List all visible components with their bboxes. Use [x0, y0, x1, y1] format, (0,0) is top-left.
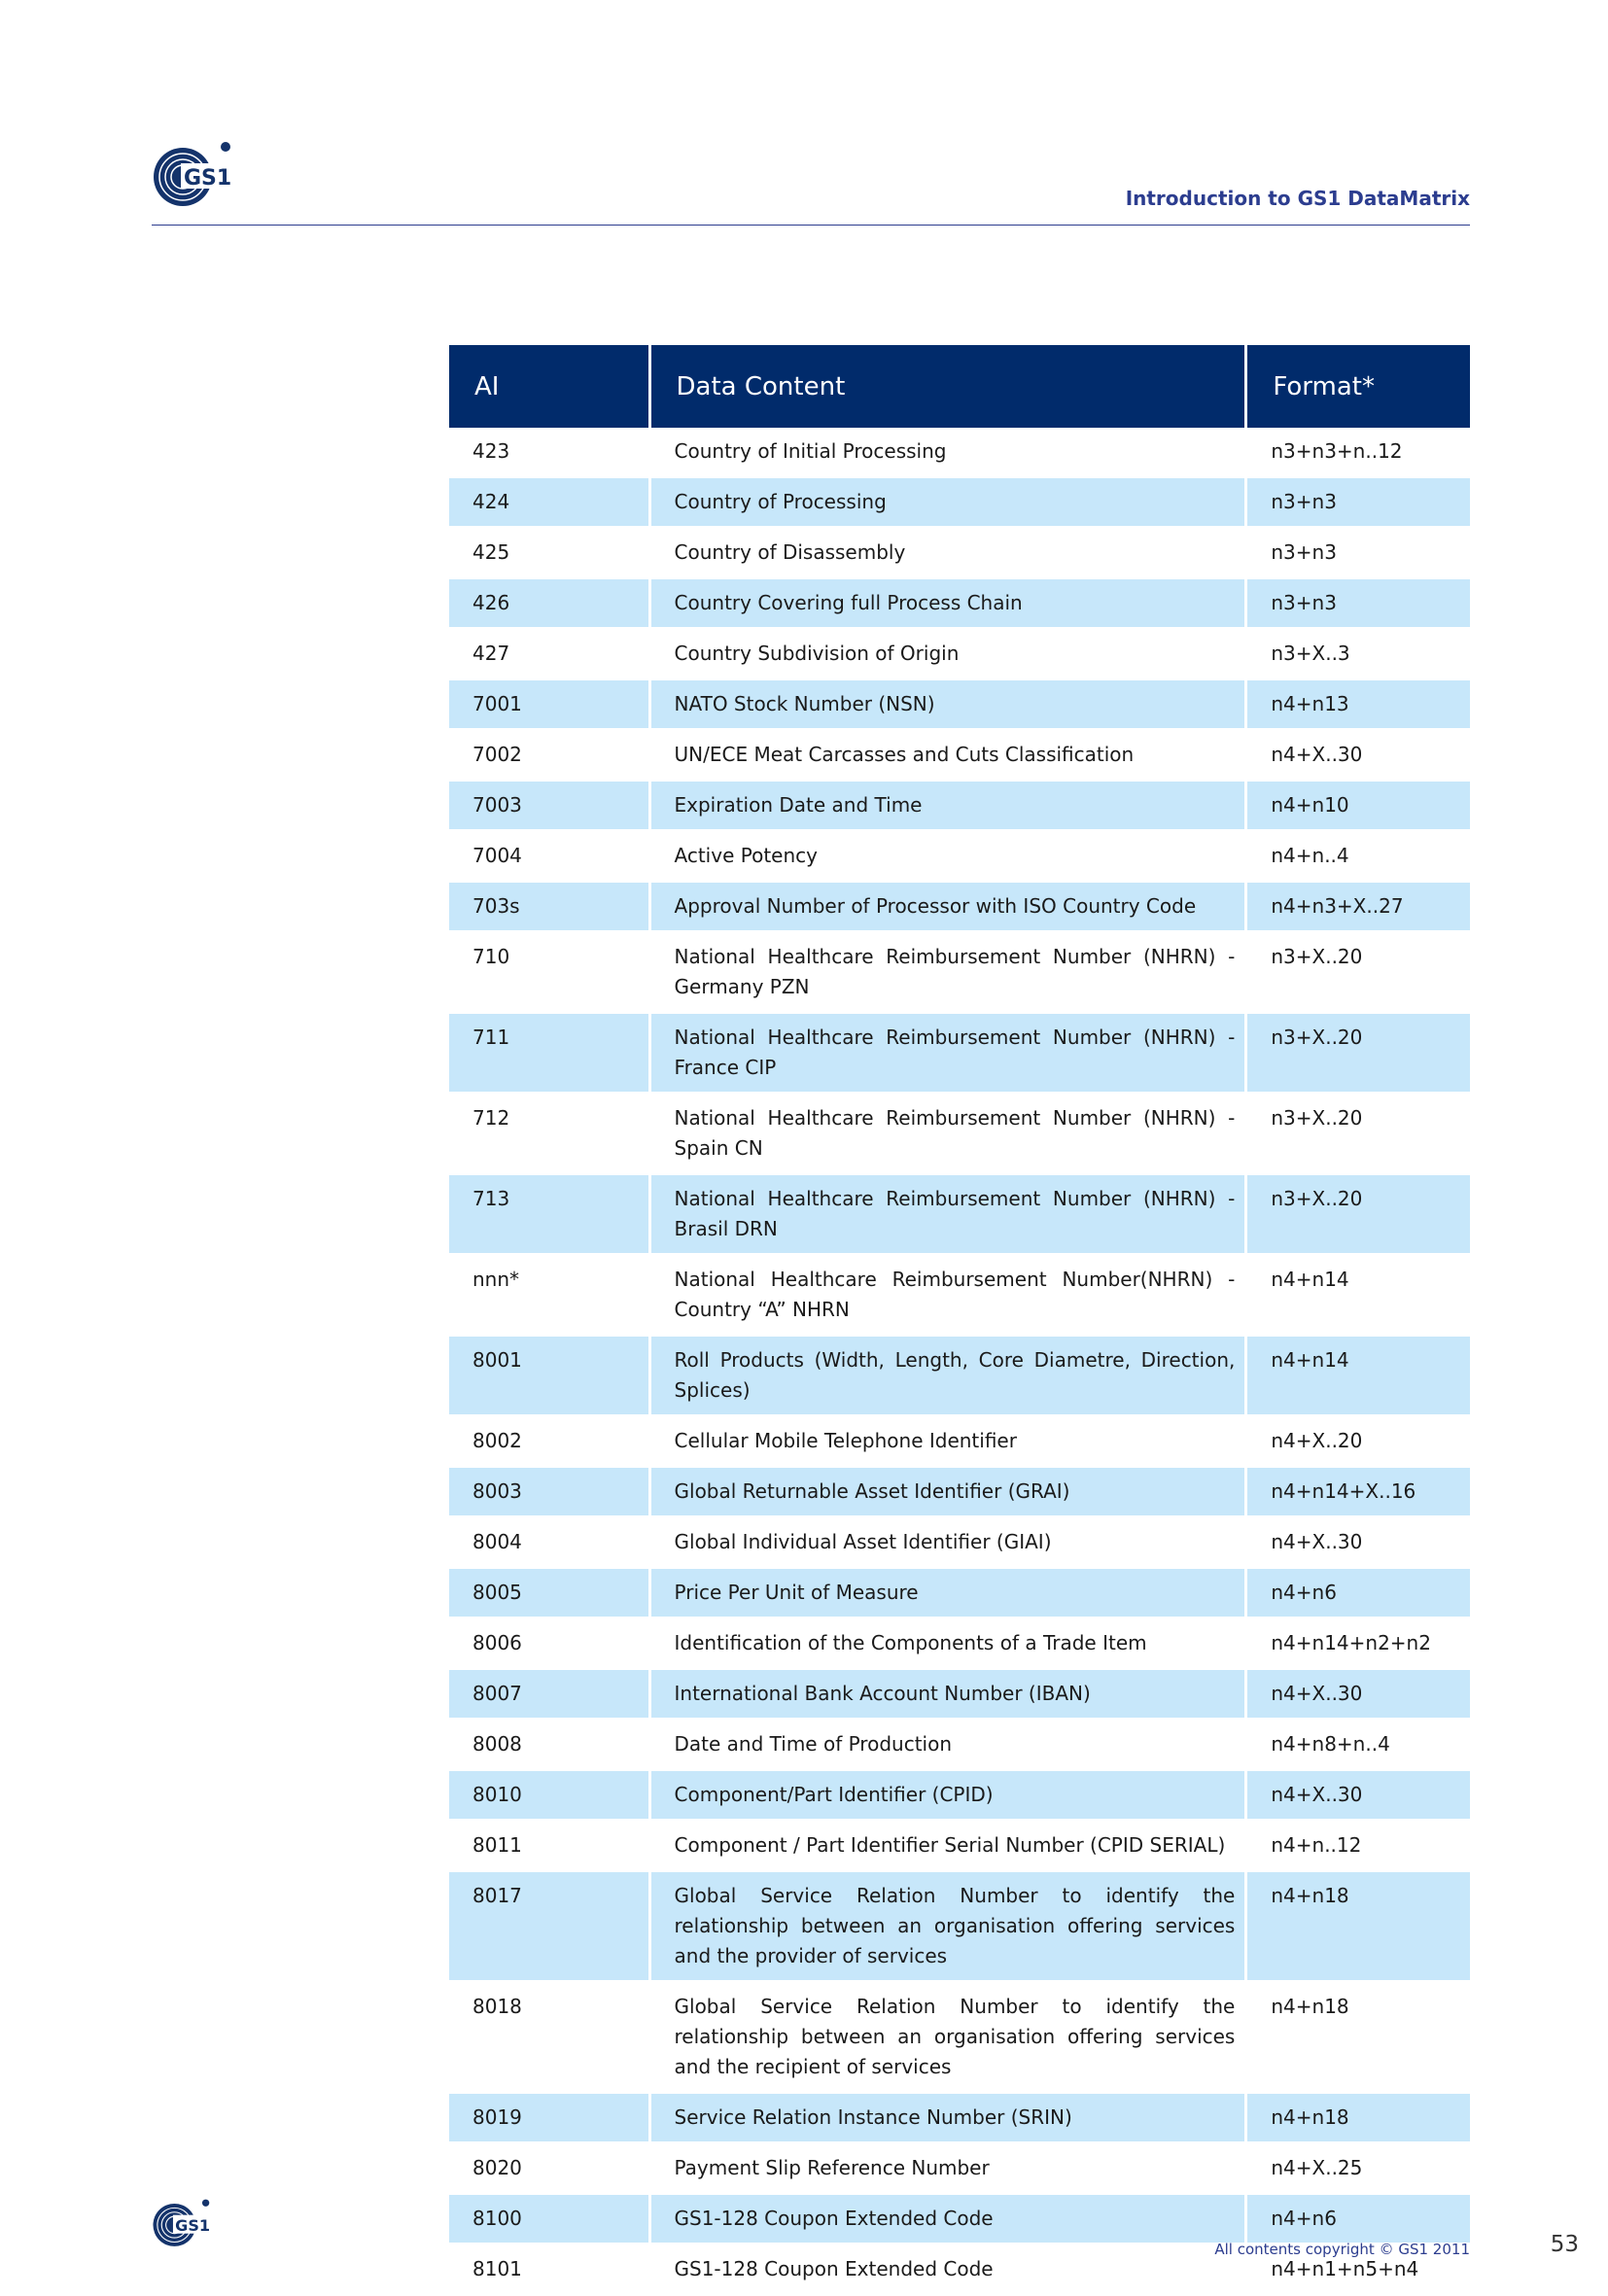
- table-row: [449, 579, 1470, 630]
- table-row: [449, 782, 1470, 832]
- format-cell: n3+X..20: [1247, 933, 1470, 1014]
- data-content-cell: National Healthcare Reimbursement Number (NHRN) - Germany PZN: [651, 933, 1248, 1014]
- table-row: [449, 630, 1470, 680]
- data-content-cell: Country of Initial Processing: [651, 428, 1248, 478]
- ai-cell: 713: [449, 1175, 651, 1256]
- data-content-cell: Country Subdivision of Origin: [651, 630, 1248, 680]
- ai-cell: 8003: [449, 1468, 651, 1518]
- format-cell: n4+n6: [1247, 1569, 1470, 1619]
- data-content-cell: Roll Products (Width, Length, Core Diametre, Direction, Splices): [651, 1337, 1248, 1417]
- data-content-cell: Component / Part Identifier Serial Number (CPID SERIAL): [651, 1822, 1248, 1872]
- ai-cell: 710: [449, 933, 651, 1014]
- table-row: [449, 2094, 1470, 2144]
- table-row: [449, 1569, 1470, 1619]
- format-cell: n4+n18: [1247, 1983, 1470, 2094]
- table-row: [449, 1822, 1470, 1872]
- ai-cell: 8007: [449, 1670, 651, 1721]
- format-cell: n4+n18: [1247, 2094, 1470, 2144]
- format-cell: n4+n14: [1247, 1256, 1470, 1337]
- ai-table-container: [449, 345, 1470, 2296]
- format-cell: n4+n..12: [1247, 1822, 1470, 1872]
- format-cell: n4+n6: [1247, 2195, 1470, 2245]
- column-header-data-content: Data Content: [651, 345, 1248, 428]
- ai-cell: 426: [449, 579, 651, 630]
- format-cell: n3+n3+n..12: [1247, 428, 1470, 478]
- format-cell: n4+n18: [1247, 1872, 1470, 1983]
- data-content-cell: Date and Time of Production: [651, 1721, 1248, 1771]
- ai-cell: 8019: [449, 2094, 651, 2144]
- ai-cell: nnn*: [449, 1256, 651, 1337]
- ai-cell: 8011: [449, 1822, 651, 1872]
- ai-cell: 8002: [449, 1417, 651, 1468]
- gs1-footer-logo-icon: [152, 2195, 210, 2249]
- data-content-cell: National Healthcare Reimbursement Number (NHRN) - France CIP: [651, 1014, 1248, 1095]
- format-cell: n4+n1+n5+n4: [1247, 2245, 1470, 2296]
- format-cell: n3+X..20: [1247, 1014, 1470, 1095]
- format-cell: n4+n14+X..16: [1247, 1468, 1470, 1518]
- table-row: [449, 1337, 1470, 1417]
- ai-cell: 8008: [449, 1721, 651, 1771]
- data-content-cell: NATO Stock Number (NSN): [651, 680, 1248, 731]
- ai-cell: 8004: [449, 1518, 651, 1569]
- table-row: [449, 680, 1470, 731]
- table-row: [449, 1014, 1470, 1095]
- format-cell: n3+n3: [1247, 579, 1470, 630]
- ai-cell: 8101: [449, 2245, 651, 2296]
- table-row: [449, 1518, 1470, 1569]
- table-row: [449, 2195, 1470, 2245]
- data-content-cell: Expiration Date and Time: [651, 782, 1248, 832]
- data-content-cell: National Healthcare Reimbursement Number(NHRN) - Country “A” NHRN: [651, 1256, 1248, 1337]
- table-row: [449, 2144, 1470, 2195]
- data-content-cell: National Healthcare Reimbursement Number (NHRN) - Brasil DRN: [651, 1175, 1248, 1256]
- ai-cell: 7001: [449, 680, 651, 731]
- ai-cell: 8017: [449, 1872, 651, 1983]
- format-cell: n4+X..30: [1247, 1771, 1470, 1822]
- copyright-notice: All contents copyright © GS1 2011: [1214, 2241, 1470, 2258]
- column-header-ai: AI: [449, 345, 651, 428]
- data-content-cell: Country of Processing: [651, 478, 1248, 529]
- data-content-cell: GS1-128 Coupon Extended Code: [651, 2195, 1248, 2245]
- data-content-cell: GS1-128 Coupon Extended Code: [651, 2245, 1248, 2296]
- data-content-cell: Global Individual Asset Identifier (GIAI): [651, 1518, 1248, 1569]
- format-cell: n3+X..3: [1247, 630, 1470, 680]
- data-content-cell: Component/Part Identifier (CPID): [651, 1771, 1248, 1822]
- table-row: [449, 933, 1470, 1014]
- ai-cell: 8020: [449, 2144, 651, 2195]
- format-cell: n3+n3: [1247, 478, 1470, 529]
- ai-cell: 424: [449, 478, 651, 529]
- svg-text:GS1: GS1: [184, 166, 231, 191]
- table-row: [449, 428, 1470, 478]
- format-cell: n3+n3: [1247, 529, 1470, 579]
- format-cell: n4+X..20: [1247, 1417, 1470, 1468]
- data-content-cell: Identification of the Components of a Trade Item: [651, 1619, 1248, 1670]
- table-row: [449, 832, 1470, 883]
- format-cell: n4+X..30: [1247, 1670, 1470, 1721]
- format-cell: n3+X..20: [1247, 1095, 1470, 1175]
- table-header-row: [449, 345, 1470, 428]
- ai-cell: 7003: [449, 782, 651, 832]
- data-content-cell: Cellular Mobile Telephone Identifier: [651, 1417, 1248, 1468]
- data-content-cell: UN/ECE Meat Carcasses and Cuts Classification: [651, 731, 1248, 782]
- data-content-cell: Service Relation Instance Number (SRIN): [651, 2094, 1248, 2144]
- table-row: [449, 1872, 1470, 1983]
- format-cell: n4+n14+n2+n2: [1247, 1619, 1470, 1670]
- table-body: [449, 428, 1470, 2296]
- data-content-cell: Price Per Unit of Measure: [651, 1569, 1248, 1619]
- data-content-cell: Active Potency: [651, 832, 1248, 883]
- ai-cell: 8005: [449, 1569, 651, 1619]
- ai-cell: 423: [449, 428, 651, 478]
- header-divider: [152, 225, 1470, 226]
- format-cell: n4+n3+X..27: [1247, 883, 1470, 933]
- ai-cell: 8006: [449, 1619, 651, 1670]
- ai-cell: 8100: [449, 2195, 651, 2245]
- table-row: [449, 478, 1470, 529]
- data-content-cell: Approval Number of Processor with ISO Country Code: [651, 883, 1248, 933]
- table-row: [449, 1619, 1470, 1670]
- table-row: [449, 1175, 1470, 1256]
- ai-cell: 8018: [449, 1983, 651, 2094]
- gs1-logo-icon: [152, 138, 231, 208]
- data-content-cell: International Bank Account Number (IBAN): [651, 1670, 1248, 1721]
- page-number: 53: [1550, 2232, 1579, 2257]
- table-row: [449, 1256, 1470, 1337]
- format-cell: n4+n10: [1247, 782, 1470, 832]
- ai-cell: 7004: [449, 832, 651, 883]
- table-row: [449, 1468, 1470, 1518]
- format-cell: n4+X..25: [1247, 2144, 1470, 2195]
- data-content-cell: Global Service Relation Number to identify the relationship between an organisation offering services and the provider of services: [651, 1872, 1248, 1983]
- data-content-cell: Country Covering full Process Chain: [651, 579, 1248, 630]
- table-row: [449, 1721, 1470, 1771]
- document-title: Introduction to GS1 DataMatrix: [1125, 187, 1470, 210]
- data-content-cell: Global Returnable Asset Identifier (GRAI): [651, 1468, 1248, 1518]
- format-cell: n4+X..30: [1247, 731, 1470, 782]
- format-cell: n3+X..20: [1247, 1175, 1470, 1256]
- ai-table: [449, 345, 1470, 2296]
- data-content-cell: Payment Slip Reference Number: [651, 2144, 1248, 2195]
- format-cell: n4+n14: [1247, 1337, 1470, 1417]
- table-row: [449, 1771, 1470, 1822]
- ai-cell: 703s: [449, 883, 651, 933]
- table-row: [449, 883, 1470, 933]
- format-cell: n4+X..30: [1247, 1518, 1470, 1569]
- table-row: [449, 529, 1470, 579]
- table-row: [449, 731, 1470, 782]
- ai-cell: 427: [449, 630, 651, 680]
- data-content-cell: National Healthcare Reimbursement Number (NHRN) - Spain CN: [651, 1095, 1248, 1175]
- data-content-cell: Global Service Relation Number to identify the relationship between an organisation offering services and the recipient of services: [651, 1983, 1248, 2094]
- ai-cell: 8010: [449, 1771, 651, 1822]
- format-cell: n4+n8+n..4: [1247, 1721, 1470, 1771]
- format-cell: n4+n13: [1247, 680, 1470, 731]
- ai-cell: 8001: [449, 1337, 651, 1417]
- table-row: [449, 1095, 1470, 1175]
- data-content-cell: Country of Disassembly: [651, 529, 1248, 579]
- ai-cell: 711: [449, 1014, 651, 1095]
- svg-text:GS1: GS1: [175, 2215, 210, 2235]
- ai-cell: 7002: [449, 731, 651, 782]
- ai-cell: 712: [449, 1095, 651, 1175]
- table-row: [449, 1983, 1470, 2094]
- table-row: [449, 1417, 1470, 1468]
- format-cell: n4+n..4: [1247, 832, 1470, 883]
- ai-cell: 425: [449, 529, 651, 579]
- column-header-format: Format*: [1247, 345, 1470, 428]
- table-row: [449, 1670, 1470, 1721]
